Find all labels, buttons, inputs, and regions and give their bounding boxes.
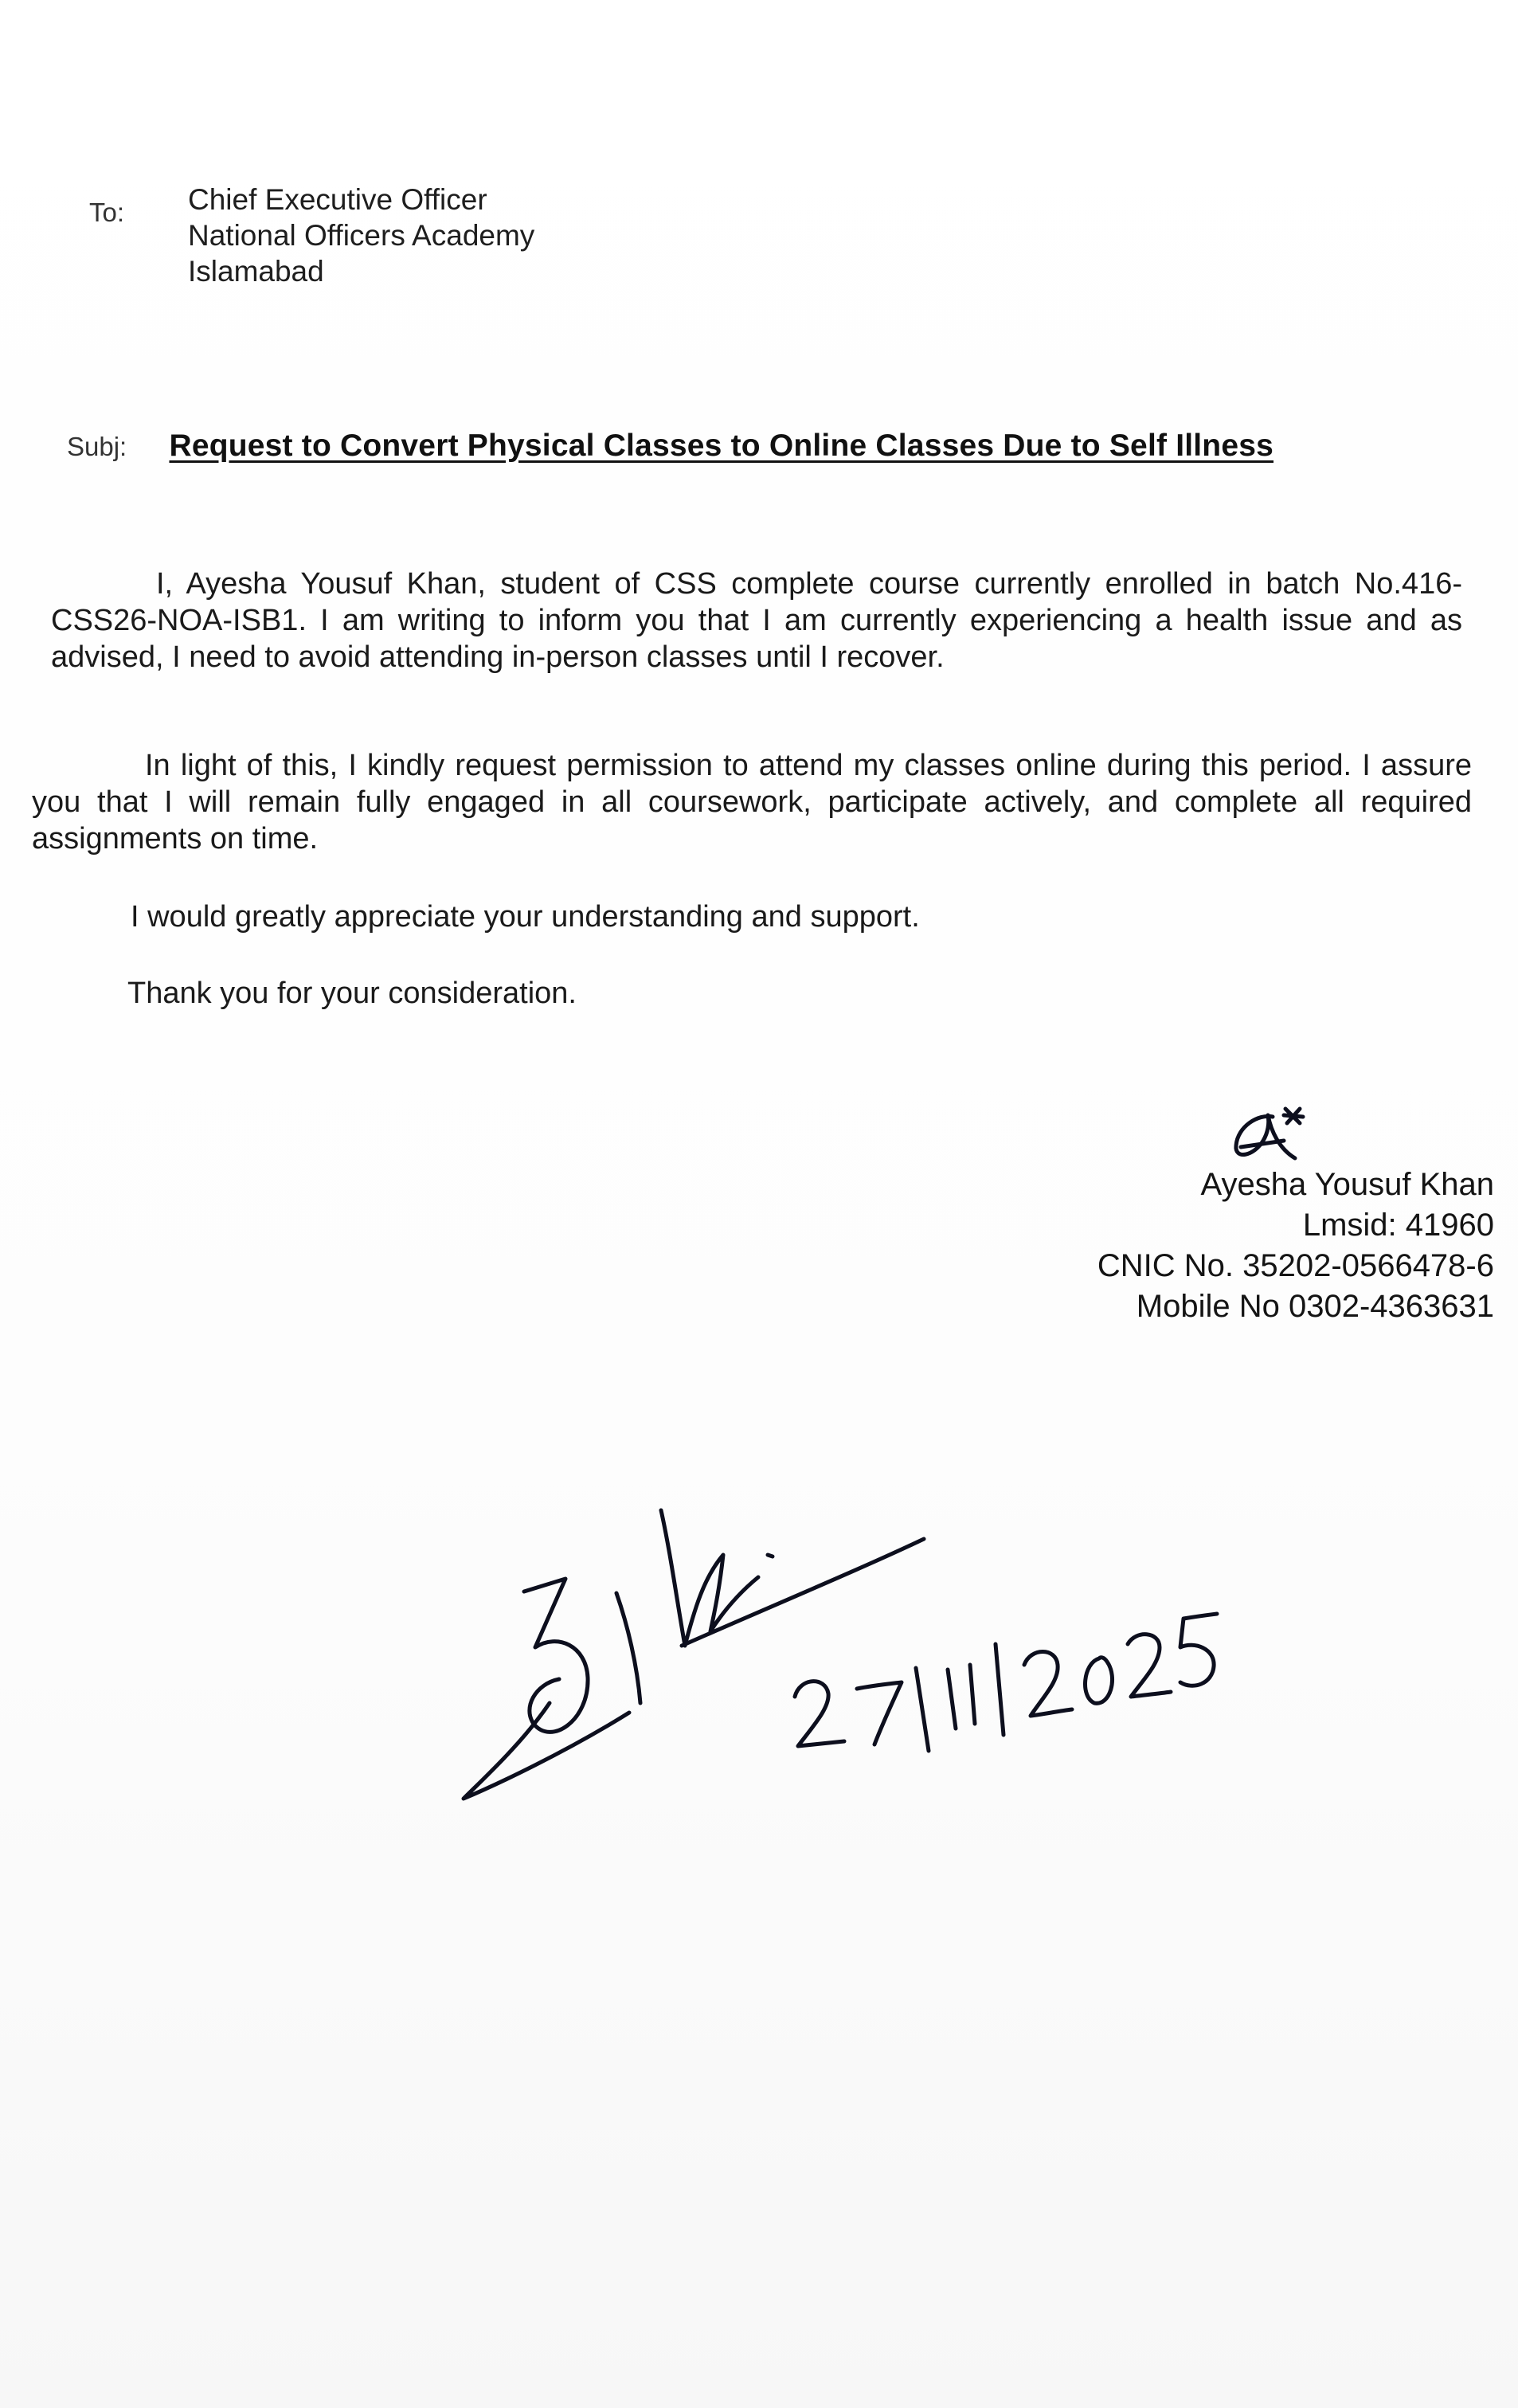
subject-text: Request to Convert Physical Classes to Online Classes Due to Self Illness: [169, 429, 1274, 463]
recipient-line-3: Islamabad: [188, 255, 324, 288]
signatory-details: [777, 1165, 1494, 1327]
to-label: To:: [89, 198, 125, 227]
subject-line: [67, 429, 1453, 464]
recipient-address: [188, 182, 534, 289]
handwritten-date: [781, 1577, 1227, 1768]
handwritten-initials: [1227, 1099, 1314, 1171]
body-paragraph-2: In light of this, I kindly request permission to attend my classes online during this period. I assure you that I will remain fully engaged in all coursework, participate actively, and complete all required assignments on time.: [32, 749, 1472, 856]
recipient-line-2: National Officers Academy: [188, 219, 535, 252]
signatory-lmsid: Lmsid: 41960: [1302, 1208, 1494, 1243]
body-paragraph-3: I would greatly appreciate your understanding and support.: [131, 900, 920, 934]
body-paragraph-1: I, Ayesha Yousuf Khan, student of CSS complete course currently enrolled in batch No.416-CSS26-NOA-ISB1. I am writing to inform you that I am currently experiencing a health issue and as advised, I need to avoid attending in-person classes until I recover.: [51, 567, 1462, 674]
subject-label: Subj:: [67, 432, 127, 461]
signatory-name: Ayesha Yousuf Khan: [1200, 1167, 1494, 1202]
signatory-mobile: Mobile No 0302-4363631: [1136, 1289, 1494, 1324]
closing-line: Thank you for your consideration.: [127, 977, 577, 1010]
recipient-line-1: Chief Executive Officer: [188, 183, 487, 216]
signatory-cnic: CNIC No. 35202-0566478-6: [1097, 1248, 1494, 1283]
